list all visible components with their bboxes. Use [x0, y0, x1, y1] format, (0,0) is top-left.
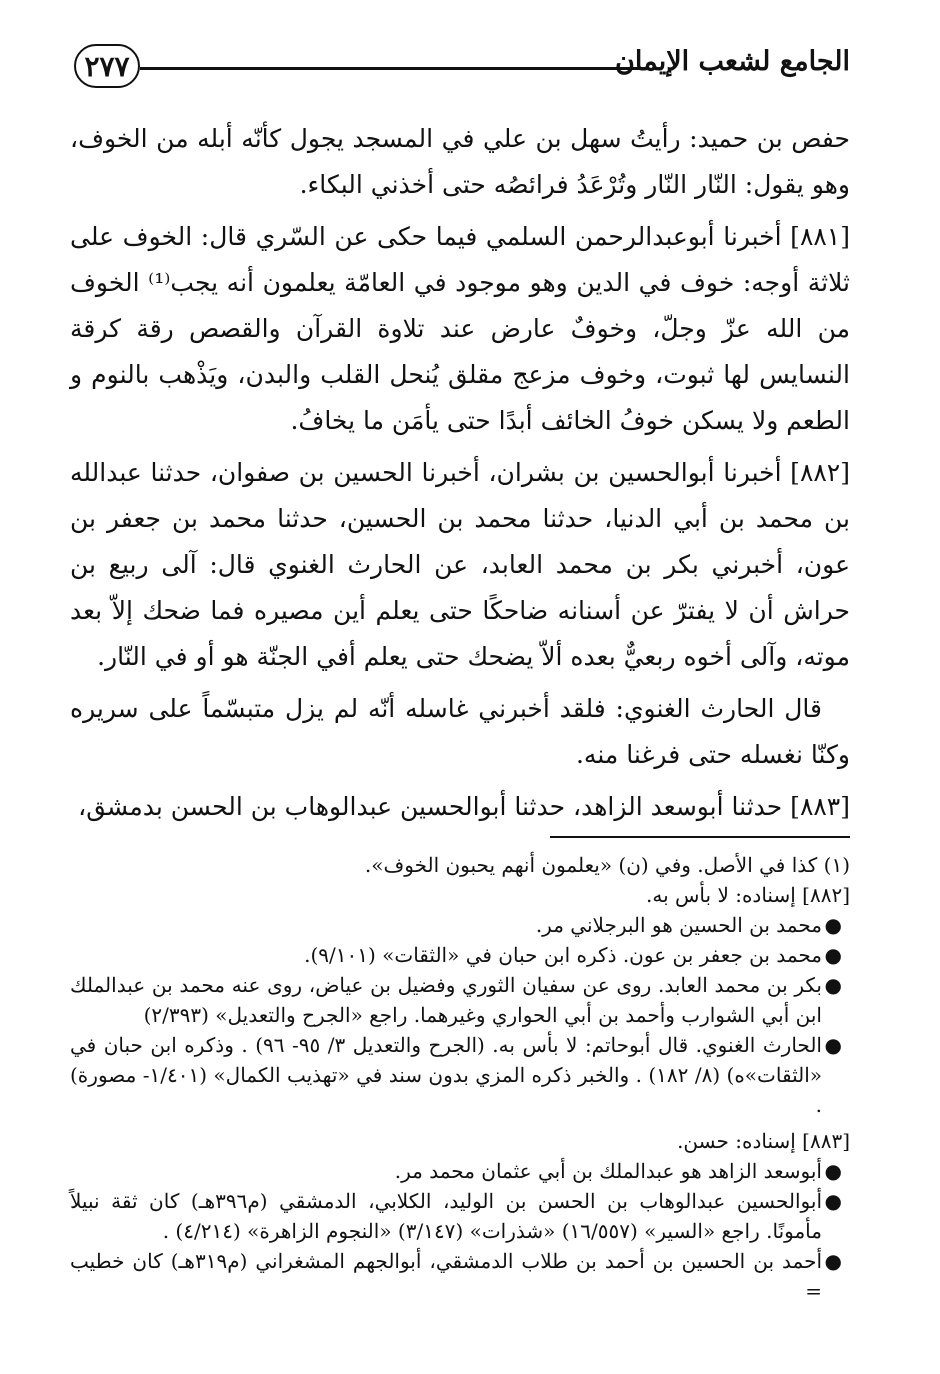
book-page — [70, 40, 850, 1360]
footnote-1: (١) كذا في الأصل. وفي (ن) «يعلمون أنهم يحبون الخوف». — [364, 853, 850, 877]
paragraph-hafs: حفص بن حميد: رأيتُ سهل بن علي في المسجد يجول كأنّه أبله من الخوف، وهو يقول: النّار النّار وتُرْعَدُ فرائصُه حتى أخذني البكاء. — [70, 124, 850, 199]
page-header — [70, 40, 850, 100]
bullet-icon: ● — [824, 973, 842, 997]
bullet-icon: ● — [824, 1033, 842, 1057]
list-item-text: محمد بن جعفر بن عون. ذكره ابن حبان في «الثقات» (٩/١٠١). — [304, 943, 822, 967]
list-item-text: الحارث الغنوي. قال أبوحاتم: لا بأس به. (الجرح والتعديل ٣/ ٩٥- ٩٦) . وذكره ابن حبان في «الثقات»ه) (٨/ ١٨٢) . والخبر ذكره المزي بدون سند في «تهذيب الكمال» (١/٤٠١- مصورة) . — [70, 1033, 823, 1117]
list-item-text: أبوالحسين عبدالوهاب بن الحسن بن الوليد، الكلابي، الدمشقي (م٣٩٦هـ) كان ثقة نبيلاً مأمونًا. راجع «السير» (١٦/٥٥٧) «شذرات» (٣/١٤٧) «النجوم الزاهرة» (٤/٢١٤) . — [70, 1189, 823, 1243]
main-text — [70, 116, 850, 830]
page-number: ٢٧٧ — [74, 44, 140, 88]
paragraph-harith: قال الحارث الغنوي: فلقد أخبرني غاسله أنّه لم يزل متبسّماً على سريره وكنّا نغسله حتى فرغنا منه. — [70, 694, 850, 769]
list-item-text: أبوسعد الزاهد هو عبدالملك بن أبي عثمان محمد مر. — [394, 1159, 822, 1183]
list-item-text: محمد بن الحسين هو البرجلاني مر. — [535, 913, 822, 937]
list-item — [70, 1156, 842, 1186]
isnad-882-list — [70, 910, 850, 1120]
list-item — [70, 1030, 842, 1120]
isnad-882-heading: [٨٨٢] إسناده: لا بأس به. — [646, 883, 850, 907]
isnad-883-heading: [٨٨٣] إسناده: حسن. — [677, 1129, 850, 1153]
bullet-icon: ● — [824, 1189, 842, 1213]
paragraph-881: [٨٨١] أخبرنا أبوعبدالرحمن السلمي فيما حكى عن السّري قال: الخوف على ثلاثة أوجه: خوف في الدين وهو موجود في العامّة يعلمون أنه يجب⁽¹⁾ الخوف من الله عزّ وجلّ، وخوفٌ عارض عند تلاوة القرآن والقصص رقة كرقة النسايس لها ثبوت، وخوف مزعج مقلق يُنحل القلب والبدن، ويَذْهب بالنوم و الطعم ولا يسكن خوفُ الخائف أبدًا حتى يأمَن ما يخافُ. — [70, 222, 850, 435]
running-title: الجامع لشعب الإيمان — [615, 46, 850, 77]
list-item — [70, 940, 842, 970]
list-item — [70, 1186, 842, 1246]
footnotes — [70, 850, 850, 1306]
bullet-icon: ● — [824, 913, 842, 937]
list-item-text: بكر بن محمد العابد. روى عن سفيان الثوري وفضيل بن عياض، روى عنه محمد بن عبدالملك ابن أبي الشوارب وأحمد بن أبي الحواري وغيرهما. راجع «الجرح والتعديل» (٢/٣٩٣) — [70, 973, 822, 1027]
paragraph-883: [٨٨٣] حدثنا أبوسعد الزاهد، حدثنا أبوالحسين عبدالوهاب بن الحسن بدمشق، — [78, 792, 850, 821]
header-rule — [140, 67, 645, 70]
footnote-separator — [550, 836, 850, 838]
isnad-883-list — [70, 1156, 850, 1306]
list-item — [70, 910, 842, 940]
bullet-icon: ● — [824, 943, 842, 967]
list-item — [70, 1246, 842, 1306]
paragraph-882: [٨٨٢] أخبرنا أبوالحسين بن بشران، أخبرنا الحسين بن صفوان، حدثنا عبدالله بن محمد بن أبي الدنيا، حدثنا محمد بن الحسين، حدثنا محمد بن جعفر بن عون، أخبرني بكر بن محمد العابد، عن الحارث الغنوي قال: آلى ربيع بن حراش أن لا يفترّ عن أسنانه ضاحكًا حتى يعلم أين مصيره فما ضحك إلاّ بعد موته، وآلى أخوه ربعيٌّ بعده ألاّ يضحك حتى يعلم أفي الجنّة هو أو في النّار. — [70, 458, 850, 671]
bullet-icon: ● — [824, 1249, 842, 1273]
list-item-text: أحمد بن الحسين بن أحمد بن طلاب الدمشقي، أبوالجهم المشغراني (م٣١٩هـ) كان خطيب = — [70, 1249, 822, 1303]
bullet-icon: ● — [824, 1159, 842, 1183]
list-item — [70, 970, 842, 1030]
